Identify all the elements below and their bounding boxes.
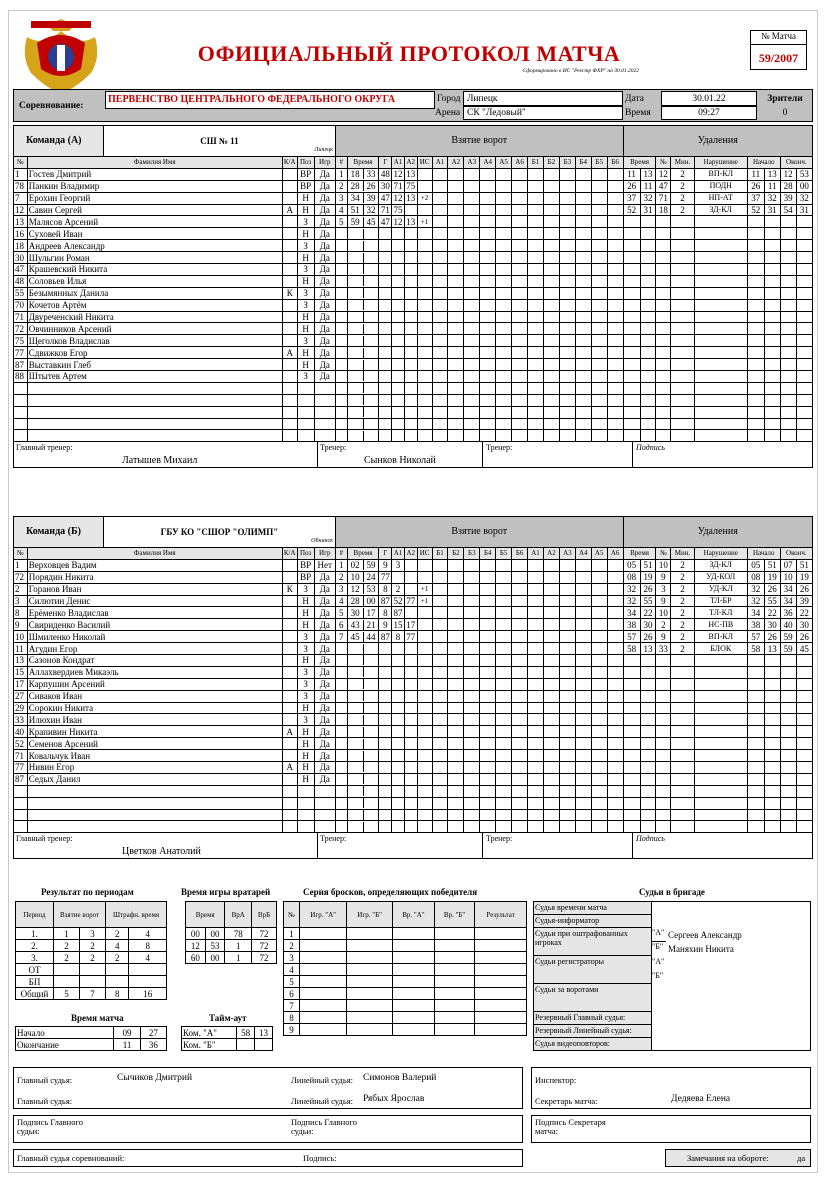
team-a-head-coach: Латышев Михаил <box>122 455 198 467</box>
match-number-box: № Матча 59/2007 <box>750 30 807 70</box>
penalty-judge-a: Сергеев Александр <box>668 930 742 940</box>
team-b-player-row: 71 Ковальчук Иван Н Да <box>14 750 813 762</box>
team-a-goals-header: Взятие ворот <box>335 126 623 157</box>
team-a-player-row: 87 Выставкин Глеб Н Да <box>14 359 813 371</box>
protocol-sheet: ОФИЦИАЛЬНЫЙ ПРОТОКОЛ МАТЧА Сформировано в ИС "Реестр ФХР" на 30.01.2022 № Матча 59/2007 Соревнование: ПЕРВЕНСТВО ЦЕНТРАЛЬНОГО ФЕДЕРАЛЬНОГО ОКРУГА Город Липецк Арена СК "Ледовый" Дата 30.01.22 Время 09:27 Зрители 0 Команда (А) СШ № 11 Липецк Взятие ворот Удаления № Фамилия Имя К/А Поз Игр # Время Г А1 А2 ИС А1 А2 А3 А4 А5 А6 Б1 Б2 Б3 Б4 Б5 Б6 Время № Мин. Нарушение Начало Оконч. 1 Гостев Дмитрий ВР Да 1 18 33 48 12 13 11 13 12 2 ВП-КЛ 11 13 12 53 78 Панкин Владимир ВР Да 2 28 26 30 71 75 26 11 47 2 ПОДН 26 11 28 00 7 Ерохин Георгий Н Да 3 34 39 47 12 13 +2 37 32 71 2 НП-АТ 37 32 39 32 12 Савин Сергей А Н Да 4 51 32 71 75 52 31 18 2 ЗД-КЛ 52 31 54 31 13 Малясов Арсений З Да 5 59 45 47 12 13 +1 16 Суховей Иван Н Да 18 Андреев Александр З Да 30 Шульгин Роман Н Да 47 Крашевский Никита З Да 48 Соловьев Илья Н Да 55 Безымянных Данила К З Да 70 Кочетов Артём З Да 71 Двуреченский Никита Н Да 72 Овчинников Арсений Н Да 75 Щеголков Владислав З Да 77 Сдвижков Егор А Н Да 87 Выставкин Глеб Н Да 88 Штытев Артем З Да Главный тренер: Латышев Михаил Тренер: Сынков Николай Тренер: Подпись Команда (Б) ГБУ КО "СШОР "ОЛИМП" Обнинск Взятие ворот Удаления № Фамилия Имя К/А Поз Игр # Время Г А1 А2 ИС Б1 Б2 Б3 Б4 Б5 Б6 А1 А2 А3 А4 А5 А6 Время № Мин. Нарушение Начало Оконч. 1 Верховцев Вадим ВР Нет 1 02 59 9 3 05 51 10 2 ЗД-КЛ 05 51 07 51 72 Порядин Никита ВР Да 2 10 24 77 08 19 9 2 УД-КОЛ 08 19 10 19 2 Горанов Иван К З Да 3 12 53 8 2 +1 32 26 3 2 УД-КЛ 32 26 34 26 3 Силютин Денис Н Да 4 28 00 87 52 77 +1 32 55 9 2 ТЛ-БР 32 55 34 39 8 Ерёменко Владислав Н Да 5 30 17 8 87 34 22 10 2 ТЛ-КЛ 34 22 36 22 9 Свириденко Василий Н Да 6 43 21 9 15 17 38 30 2 2 НС-ПВ 38 30 40 30 10 Шмиленко Николай З Да 7 45 44 87 8 77 57 26 9 2 ВП-КЛ 57 26 59 26 11 Агудин Егор З Да 58 13 33 2 БЛОК 58 13 59 45 13 Сазонов Кондрат Н Да 15 Аллахвердиев Микаэль З Да 17 Карпушин Арсений З Да 27 Сиваков Иван З Да 29 Сорокин Никита Н Да 33 Илюхин Иван З Да 40 Крапивин Никита А Н Да 52 Семенов Арсений Н Да 71 Ковальчук Иван Н Да 77 Нивин Егор А Н Да 87 Седых Данил Н Да Главный тренер: Цветков Анатолий Тренер: Тренер: Подпись Результат по периодам Период Взятие ворот Штрафн. время 1. 1 3 2 4 2. 2 2 4 8 3. 2 2 2 4 ОТ БП Общий 5 7 8 16 Время игры вратарей Время ВрА ВрБ 00 00 78 72 12 53 1 72 60 00 1 72 Время матча Начало 09 27 Окончание 11 36 Тайм-аут Ком. "А" 58 13 Ком. "Б" Серия бросков, определяющих победителя № Игр. "А" Игр. "Б" Вр. "А" Вр. "Б" Результат 1 2 3 4 5 6 7 8 9 Судьи в бригаде Судья времени матча Судья-информатор Судьи при оштрафованных игроках Судьи регистраторы Судьи за воротами Резервный Главный судья: Резервный Линейный судья: Судья видеоповторов: "А" Сергеев Александр "Б" Маняхин Никита "А" "Б" Главный судья: Сычиков Дмитрий Главный судья: Линейный судья: Симонов Валерий Линейный судья: Рябых Ярослав Инспектор: Секретарь матча: Дедяева Елена Подпись Главного судьи: Подпись Главного судьи: Подпись Секретаря матча: Главный судья соревнований: Подпись: Замечания на обороте: да <box>8 10 818 1173</box>
team-b-player-row: 3 Силютин Денис Н Да 4 28 00 87 52 77 +1 32 55 9 2 ТЛ-БР 32 55 34 39 <box>14 595 813 607</box>
team-b-player-row: 33 Илюхин Иван З Да <box>14 714 813 726</box>
shootout-table: № Игр. "А" Игр. "Б" Вр. "А" Вр. "Б" Результат 1 2 3 4 5 6 7 8 9 <box>283 901 527 1036</box>
summary-block: Результат по периодам Период Взятие ворот Штрафн. время 1. 1 3 2 4 2. 2 2 4 8 3. 2 2 2 4 ОТ БП Общий 5 7 8 16 Время игры вратарей Время ВрА ВрБ 00 00 78 72 12 53 1 72 60 00 1 72 Время матча Начало 09 27 Окончание 11 36 Тайм-аут Ком. "А" 58 13 Ком. "Б" Серия бросков, определяющих победителя № Игр. "А" Игр. "Б" Вр. "А" Вр. "Б" Результат 1 2 3 4 5 6 7 8 9 Судьи в бригаде Судья времени матча Судья-информатор Судьи при оштрафованных игроках Судьи регистраторы Судьи за воротами Резервный Главный судья: Резервный Линейный судья: Судья видеоповторов: "А" Сергеев Александр "Б" Маняхин Никита "А" "Б" Главный судья: Сычиков Дмитрий Главный судья: Линейный судья: Симонов Валерий Линейный судья: Рябых Ярослав Инспектор: Секретарь матча: Дедяева Елена Подпись Главного судьи: Подпись Главного судьи: Подпись Секретаря матча: Главный судья соревнований: Подпись: Замечания на обороте: да <box>13 887 813 1172</box>
team-b-player-row: 27 Сиваков Иван З Да <box>14 690 813 702</box>
team-b-player-row: 52 Семенов Арсений Н Да <box>14 738 813 750</box>
team-b-player-row <box>14 809 813 821</box>
team-b-goals-header: Взятие ворот <box>335 517 623 548</box>
team-b-player-row: 13 Сазонов Кондрат Н Да <box>14 655 813 667</box>
team-a-player-row: 7 Ерохин Георгий Н Да 3 34 39 47 12 13 +2 37 32 71 2 НП-АТ 37 32 39 32 <box>14 192 813 204</box>
line-judge-1: Симонов Валерий <box>363 1073 437 1083</box>
team-a-block: Команда (А) СШ № 11 Липецк Взятие ворот Удаления № Фамилия Имя К/А Поз Игр # Время Г А1 А2 ИС А1 А2 А3 А4 А5 А6 Б1 Б2 Б3 Б4 Б5 Б6 Время № Мин. Нарушение Начало Оконч. 1 Гостев Дмитрий ВР Да 1 18 33 48 12 13 11 13 12 2 ВП-КЛ 11 13 12 53 78 Панкин Владимир ВР Да 2 28 26 30 71 75 26 11 47 2 ПОДН 26 11 28 00 7 Ерохин Георгий Н Да 3 34 39 47 12 13 +2 37 32 71 2 НП-АТ 37 32 39 32 12 Савин Сергей А Н Да 4 51 32 71 75 52 31 18 2 ЗД-КЛ 52 31 54 31 13 Малясов Арсений З Да 5 59 45 47 12 13 +1 16 Суховей Иван Н Да 18 Андреев Александр З Да 30 Шульгин Роман Н Да 47 Крашевский Никита З Да 48 Соловьев Илья Н Да 55 Безымянных Данила К З Да 70 Кочетов Артём З Да 71 Двуреченский Никита Н Да 72 Овчинников Арсений Н Да 75 Щеголков Владислав З Да 77 Сдвижков Егор А Н Да 87 Выставкин Глеб Н Да 88 Штытев Артем З Да Главный тренер: Латышев Михаил Тренер: Сынков Николай Тренер: Подпись <box>13 125 813 468</box>
team-b-player-row: 9 Свириденко Василий Н Да 6 43 21 9 15 17 38 30 2 2 НС-ПВ 38 30 40 30 <box>14 619 813 631</box>
team-a-player-row: 12 Савин Сергей А Н Да 4 51 32 71 75 52 31 18 2 ЗД-КЛ 52 31 54 31 <box>14 204 813 216</box>
team-b-block: Команда (Б) ГБУ КО "СШОР "ОЛИМП" Обнинск Взятие ворот Удаления № Фамилия Имя К/А Поз Игр # Время Г А1 А2 ИС Б1 Б2 Б3 Б4 Б5 Б6 А1 А2 А3 А4 А5 А6 Время № Мин. Нарушение Начало Оконч. 1 Верховцев Вадим ВР Нет 1 02 59 9 3 05 51 10 2 ЗД-КЛ 05 51 07 51 72 Порядин Никита ВР Да 2 10 24 77 08 19 9 2 УД-КОЛ 08 19 10 19 2 Горанов Иван К З Да 3 12 53 8 2 +1 32 26 3 2 УД-КЛ 32 26 34 26 3 Силютин Денис Н Да 4 28 00 87 52 77 +1 32 55 9 2 ТЛ-БР 32 55 34 39 8 Ерёменко Владислав Н Да 5 30 17 8 87 34 22 10 2 ТЛ-КЛ 34 22 36 22 9 Свириденко Василий Н Да 6 43 21 9 15 17 38 30 2 2 НС-ПВ 38 30 40 30 10 Шмиленко Николай З Да 7 45 44 87 8 77 57 26 9 2 ВП-КЛ 57 26 59 26 11 Агудин Егор З Да 58 13 33 2 БЛОК 58 13 59 45 13 Сазонов Кондрат Н Да 15 Аллахвердиев Микаэль З Да 17 Карпушин Арсений З Да 27 Сиваков Иван З Да 29 Сорокин Никита Н Да 33 Илюхин Иван З Да 40 Крапивин Никита А Н Да 52 Семенов Арсений Н Да 71 Ковальчук Иван Н Да 77 Нивин Егор А Н Да 87 Седых Данил Н Да Главный тренер: Цветков Анатолий Тренер: Тренер: Подпись <box>13 516 813 859</box>
team-b-name: ГБУ КО "СШОР "ОЛИМП" <box>160 527 279 537</box>
team-a-name: СШ № 11 <box>200 136 239 146</box>
team-a-player-row: 75 Щеголков Владислав З Да <box>14 335 813 347</box>
team-b-player-row: 40 Крапивин Никита А Н Да <box>14 726 813 738</box>
team-a-player-row: 13 Малясов Арсений З Да 5 59 45 47 12 13 +1 <box>14 216 813 228</box>
team-b-roster-table: Команда (Б) ГБУ КО "СШОР "ОЛИМП" Обнинск Взятие ворот Удаления № Фамилия Имя К/А Поз Игр # Время Г А1 А2 ИС Б1 Б2 Б3 Б4 Б5 Б6 А1 А2 А3 А4 А5 А6 Время № Мин. Нарушение Начало Оконч. 1 Верховцев Вадим ВР Нет 1 02 59 9 3 05 51 10 2 ЗД-КЛ 05 51 07 51 72 Порядин Никита ВР Да 2 10 24 77 08 19 9 2 УД-КОЛ 08 19 10 19 2 Горанов Иван К З Да 3 12 53 8 2 +1 32 26 3 2 УД-КЛ 32 26 34 26 3 Силютин Денис Н Да 4 28 00 87 52 77 +1 32 55 9 2 ТЛ-БР 32 55 34 39 8 Ерёменко Владислав Н Да 5 30 17 8 87 34 22 10 2 ТЛ-КЛ 34 22 36 22 9 Свириденко Василий Н Да 6 43 21 9 15 17 38 30 2 2 НС-ПВ 38 30 40 30 10 Шмиленко Николай З Да 7 45 44 87 8 77 57 26 9 2 ВП-КЛ 57 26 59 26 11 Агудин Егор З Да 58 13 33 2 БЛОК 58 13 59 45 13 Сазонов Кондрат Н Да 15 Аллахвердиев Микаэль З Да 17 Карпушин Арсений З Да 27 Сиваков Иван З Да 29 Сорокин Никита Н Да 33 Илюхин Иван З Да 40 Крапивин Никита А Н Да 52 Семенов Арсений Н Да 71 Ковальчук Иван Н Да 77 Нивин Егор А Н Да 87 Седых Данил Н Да <box>13 516 813 833</box>
team-a-player-row <box>14 418 813 430</box>
team-b-head-coach: Цветков Анатолий <box>122 846 201 858</box>
team-b-player-row: 10 Шмиленко Николай З Да 7 45 44 87 8 77 57 26 9 2 ВП-КЛ 57 26 59 26 <box>14 631 813 643</box>
team-a-player-row <box>14 406 813 418</box>
team-a-label: Команда (А) <box>14 126 104 156</box>
team-a-player-row <box>14 382 813 394</box>
team-a-player-row: 30 Шульгин Роман Н Да <box>14 252 813 264</box>
team-a-player-row: 1 Гостев Дмитрий ВР Да 1 18 33 48 12 13 11 13 12 2 ВП-КЛ 11 13 12 53 <box>14 168 813 180</box>
page-title: ОФИЦИАЛЬНЫЙ ПРОТОКОЛ МАТЧА <box>197 41 621 66</box>
team-a-coach: Сынков Николай <box>364 455 436 467</box>
team-b-player-row: 8 Ерёменко Владислав Н Да 5 30 17 8 87 34 22 10 2 ТЛ-КЛ 34 22 36 22 <box>14 607 813 619</box>
team-b-player-row: 17 Карпушин Арсений З Да <box>14 678 813 690</box>
main-judge: Сычиков Дмитрий <box>117 1073 193 1083</box>
team-b-player-row: 87 Седых Данил Н Да <box>14 773 813 785</box>
team-a-player-row: 78 Панкин Владимир ВР Да 2 28 26 30 71 75 26 11 47 2 ПОДН 26 11 28 00 <box>14 180 813 192</box>
secretary: Дедяева Елена <box>671 1094 731 1104</box>
team-b-player-row: 2 Горанов Иван К З Да 3 12 53 8 2 +1 32 26 3 2 УД-КЛ 32 26 34 26 <box>14 583 813 595</box>
team-b-player-row <box>14 785 813 797</box>
remarks-value: да <box>797 1153 806 1163</box>
team-b-player-row: 77 Нивин Егор А Н Да <box>14 762 813 774</box>
team-a-player-row: 16 Суховей Иван Н Да <box>14 228 813 240</box>
periods-table: Период Взятие ворот Штрафн. время 1. 1 3 2 4 2. 2 2 4 8 3. 2 2 2 4 ОТ БП Общий 5 7 8 16 <box>15 901 167 1000</box>
team-b-player-row <box>14 797 813 809</box>
team-a-roster-table: Команда (А) СШ № 11 Липецк Взятие ворот Удаления № Фамилия Имя К/А Поз Игр # Время Г А1 А2 ИС А1 А2 А3 А4 А5 А6 Б1 Б2 Б3 Б4 Б5 Б6 Время № Мин. Нарушение Начало Оконч. 1 Гостев Дмитрий ВР Да 1 18 33 48 12 13 11 13 12 2 ВП-КЛ 11 13 12 53 78 Панкин Владимир ВР Да 2 28 26 30 71 75 26 11 47 2 ПОДН 26 11 28 00 7 Ерохин Георгий Н Да 3 34 39 47 12 13 +2 37 32 71 2 НП-АТ 37 32 39 32 12 Савин Сергей А Н Да 4 51 32 71 75 52 31 18 2 ЗД-КЛ 52 31 54 31 13 Малясов Арсений З Да 5 59 45 47 12 13 +1 16 Суховей Иван Н Да 18 Андреев Александр З Да 30 Шульгин Роман Н Да 47 Крашевский Никита З Да 48 Соловьев Илья Н Да 55 Безымянных Данила К З Да 70 Кочетов Артём З Да 71 Двуреченский Никита Н Да 72 Овчинников Арсений Н Да 75 Щеголков Владислав З Да 77 Сдвижков Егор А Н Да 87 Выставкин Глеб Н Да 88 Штытев Артем З Да <box>13 125 813 442</box>
referees-box: Судья времени матча Судья-информатор Судьи при оштрафованных игроках Судьи регистраторы Судьи за воротами Резервный Главный судья: Резервный Линейный судья: Судья видеоповторов: "А" Сергеев Александр "Б" Маняхин Никита "А" "Б" <box>533 901 811 1051</box>
team-a-player-row: 47 Крашевский Никита З Да <box>14 264 813 276</box>
team-a-player-row <box>14 430 813 442</box>
team-a-penalties-header: Удаления <box>623 126 812 157</box>
team-a-player-row <box>14 394 813 406</box>
team-b-penalties-header: Удаления <box>623 517 812 548</box>
team-b-player-row <box>14 821 813 833</box>
team-b-label: Команда (Б) <box>14 517 104 547</box>
team-b-player-row: 72 Порядин Никита ВР Да 2 10 24 77 08 19 9 2 УД-КОЛ 08 19 10 19 <box>14 571 813 583</box>
team-a-player-row: 71 Двуреченский Никита Н Да <box>14 311 813 323</box>
team-a-player-row: 55 Безымянных Данила К З Да <box>14 287 813 299</box>
penalty-judge-b: Маняхин Никита <box>668 944 734 954</box>
team-a-player-row: 77 Сдвижков Егор А Н Да <box>14 347 813 359</box>
team-a-player-row: 18 Андреев Александр З Да <box>14 240 813 252</box>
competition-name: ПЕРВЕНСТВО ЦЕНТРАЛЬНОГО ФЕДЕРАЛЬНОГО ОКРУГА <box>108 94 396 105</box>
team-b-player-row: 11 Агудин Егор З Да 58 13 33 2 БЛОК 58 13 59 45 <box>14 643 813 655</box>
match-number: 59/2007 <box>758 51 799 65</box>
generated-note: Сформировано в ИС "Реестр ФХР" на 30.01.2022 <box>522 68 639 74</box>
team-b-player-row: 15 Аллахвердиев Микаэль З Да <box>14 666 813 678</box>
team-a-player-row: 88 Штытев Артем З Да <box>14 371 813 383</box>
team-b-player-row: 1 Верховцев Вадим ВР Нет 1 02 59 9 3 05 51 10 2 ЗД-КЛ 05 51 07 51 <box>14 559 813 571</box>
line-judge-2: Рябых Ярослав <box>363 1094 425 1104</box>
team-a-player-row: 72 Овчинников Арсений Н Да <box>14 323 813 335</box>
goalie-time-table: Время ВрА ВрБ 00 00 78 72 12 53 1 72 60 00 1 72 <box>185 901 277 964</box>
team-b-player-row: 29 Сорокин Никита Н Да <box>14 702 813 714</box>
team-a-player-row: 70 Кочетов Артём З Да <box>14 299 813 311</box>
team-a-player-row: 48 Соловьев Илья Н Да <box>14 275 813 287</box>
federation-logo <box>17 17 105 97</box>
